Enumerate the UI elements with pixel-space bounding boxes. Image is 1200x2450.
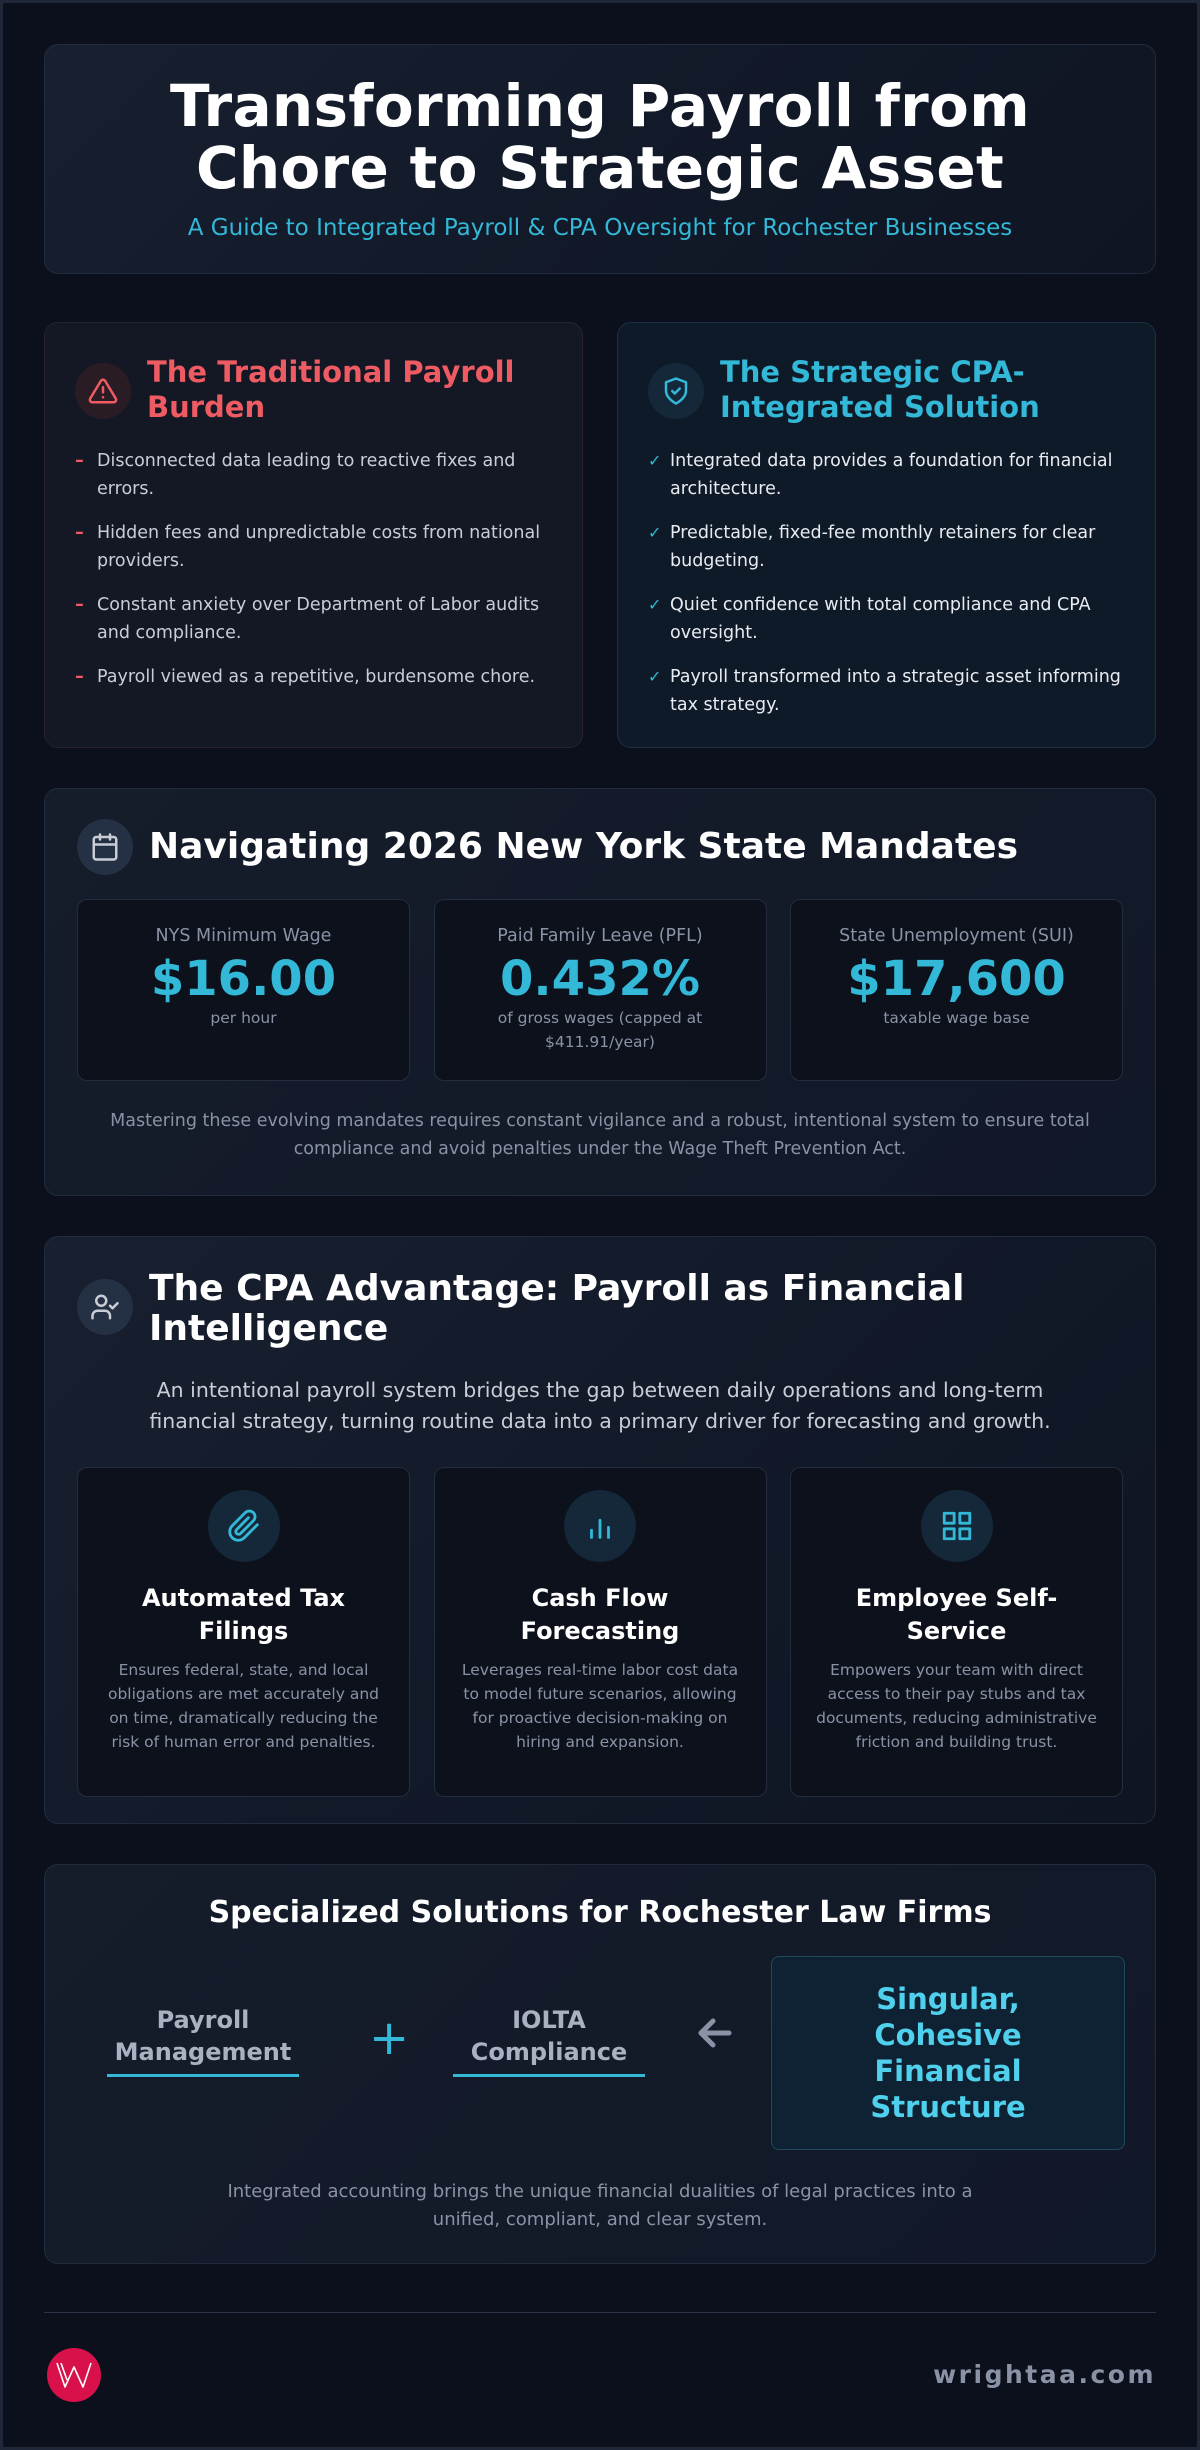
stat-label: NYS Minimum Wage — [155, 926, 332, 946]
warning-triangle-icon — [75, 363, 131, 419]
arrow-left-icon — [695, 2016, 733, 2054]
check-icon: ✓ — [648, 667, 662, 686]
feature-card-tax-filings — [77, 1467, 410, 1797]
check-icon: ✓ — [648, 595, 662, 614]
list-item — [648, 663, 1125, 719]
payroll-management-term: Payroll Management — [107, 2004, 299, 2077]
stat-note: per hour — [210, 1009, 277, 1027]
list-item — [75, 591, 552, 647]
calendar-icon — [77, 819, 133, 875]
stat-label: State Unemployment (SUI) — [839, 926, 1074, 946]
mandates-section — [44, 788, 1156, 1196]
mandates-title: Navigating 2026 New York State Mandates — [149, 826, 1019, 867]
paperclip-icon — [208, 1490, 280, 1562]
stat-note: taxable wage base — [883, 1009, 1030, 1027]
page-footer — [44, 2348, 1156, 2404]
list-item-text: Hidden fees and unpredictable costs from national providers. — [97, 523, 541, 571]
advantage-section — [44, 1236, 1156, 1824]
dash-marker: – — [75, 451, 84, 471]
dash-marker: – — [75, 523, 84, 543]
dash-marker: – — [75, 595, 84, 615]
list-item-text: Constant anxiety over Department of Labor audits and compliance. — [97, 595, 540, 643]
mandates-footnote: Mastering these evolving mandates requires constant vigilance and a robust, intentional system to ensure total compliance and avoid penalties under the Wage Theft Prevention Act. — [110, 1111, 1090, 1159]
title-line-2: Chore to Strategic Asset — [195, 134, 1005, 202]
check-icon: ✓ — [648, 451, 662, 470]
stat-value: $16.00 — [150, 951, 337, 1007]
iolta-compliance-term: IOLTA Compliance — [453, 2004, 645, 2077]
burden-title: The Traditional Payroll Burden — [147, 355, 515, 424]
stat-label: Paid Family Leave (PFL) — [497, 926, 703, 946]
list-item-text: Predictable, fixed-fee monthly retainers for clear budgeting. — [670, 523, 1096, 571]
hero-header — [44, 44, 1156, 274]
burden-card — [44, 322, 583, 748]
feature-card-self-service — [790, 1467, 1123, 1797]
stat-value: $17,600 — [847, 951, 1066, 1007]
advantage-intro: An intentional payroll system bridges the gap between daily operations and long-term financial strategy, turning routine data into a primary driver for forecasting and growth. — [149, 1378, 1051, 1433]
list-item-text: Integrated data provides a foundation for financial architecture. — [670, 451, 1113, 499]
list-item — [648, 447, 1125, 503]
website-link[interactable]: wrightaa.com — [933, 2360, 1156, 2389]
feature-title: Automated Tax Filings — [141, 1584, 346, 1645]
stat-state-unemployment — [790, 899, 1123, 1081]
check-icon: ✓ — [648, 523, 662, 542]
stat-value: 0.432% — [500, 951, 700, 1007]
list-item — [648, 591, 1125, 647]
list-item — [75, 519, 552, 575]
solution-list — [648, 447, 1125, 719]
feature-text: Leverages real-time labor cost data to model future scenarios, allowing for proactive decision-making on hiring and expansion. — [461, 1661, 739, 1751]
title-line-1: Transforming Payroll from — [170, 72, 1030, 140]
feature-text: Empowers your team with direct access to their pay stubs and tax documents, reducing administrative friction and building trust. — [816, 1661, 1097, 1751]
stat-paid-family-leave — [434, 899, 767, 1081]
feature-title: Employee Self-Service — [855, 1584, 1058, 1645]
plus-icon: + — [369, 2010, 410, 2066]
solution-card — [617, 322, 1156, 748]
law-title: Specialized Solutions for Rochester Law Firms — [208, 1895, 992, 1930]
law-footnote: Integrated accounting brings the unique financial dualities of legal practices into a unified, compliant, and clear system. — [227, 2181, 973, 2230]
burden-list — [75, 447, 552, 691]
list-item — [75, 447, 552, 503]
comparison-section — [44, 322, 1156, 748]
list-item-text: Disconnected data leading to reactive fixes and errors. — [97, 451, 516, 499]
dash-marker: – — [75, 667, 84, 687]
law-firms-section — [44, 1864, 1156, 2264]
feature-text: Ensures federal, state, and local obligations are met accurately and on time, dramatically reducing the risk of human error and penalties. — [107, 1661, 379, 1751]
page-subtitle: A Guide to Integrated Payroll & CPA Oversight for Rochester Businesses — [187, 215, 1013, 241]
list-item-text: Quiet confidence with total compliance and CPA oversight. — [670, 595, 1091, 643]
feature-card-cash-flow — [434, 1467, 767, 1797]
stats-row — [77, 899, 1123, 1081]
list-item-text: Payroll transformed into a strategic asset informing tax strategy. — [670, 667, 1121, 715]
result-box: Singular, Cohesive Financial Structure — [771, 1956, 1125, 2150]
feature-title: Cash Flow Forecasting — [520, 1584, 680, 1645]
wright-logo-icon — [47, 2348, 101, 2402]
page-title — [45, 72, 1155, 202]
grid-icon — [921, 1490, 993, 1562]
list-item-text: Payroll viewed as a repetitive, burdensome chore. — [97, 667, 536, 687]
advantage-title: The CPA Advantage: Payroll as Financial Intelligence — [149, 1268, 965, 1349]
stat-minimum-wage — [77, 899, 410, 1081]
integration-flow — [45, 1956, 1155, 2156]
shield-check-icon — [648, 363, 704, 419]
list-item — [648, 519, 1125, 575]
bar-chart-icon — [564, 1490, 636, 1562]
list-item — [75, 663, 552, 691]
stat-note: of gross wages (capped at $411.91/year) — [497, 1009, 703, 1051]
features-row — [77, 1467, 1123, 1797]
footer-divider — [44, 2312, 1156, 2313]
solution-title: The Strategic CPA-Integrated Solution — [720, 355, 1040, 424]
user-check-icon — [77, 1279, 133, 1335]
